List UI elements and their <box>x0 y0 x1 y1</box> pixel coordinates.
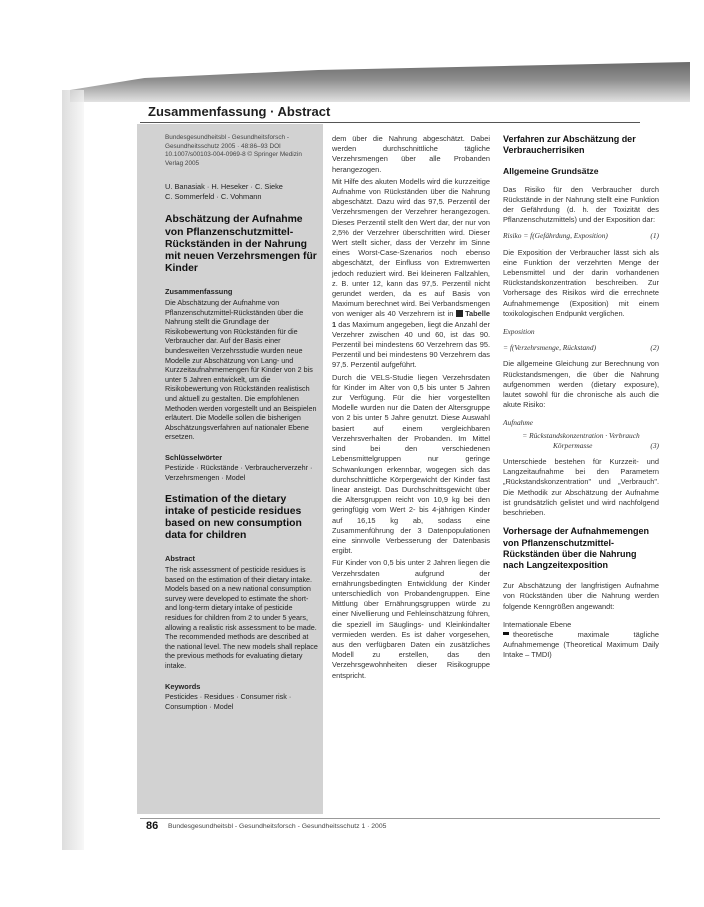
footer-rule <box>140 818 660 819</box>
formula-3-numerator: = Rückstandskonzentration · Verbrauch <box>522 430 640 440</box>
formula-3-label: Aufnahme <box>503 418 533 428</box>
authors-line-2: C. Sommerfeld · C. Vohmann <box>165 192 262 202</box>
abstract-sidebar-content <box>165 134 319 722</box>
formula-2-expression: = f(Verzehrsmenge, Rückstand) <box>503 343 597 353</box>
formula-1 <box>503 231 659 241</box>
body-column-middle <box>332 134 490 683</box>
right-paragraph-2: Die Exposition der Verbraucher lässt sich als eine Funktion der verzehrten Menge der Lebensmittel und der darin vorhandenen Rückstandskonzentration beschreiben. Zur Vorhersage des Risikos wird die errechnete Aufnahmemenge (Exposition) mit einem toxikologischen Endpunkt verglichen. <box>503 247 659 318</box>
table-reference: Tabelle 1 <box>332 309 490 329</box>
middle-paragraph-2 <box>332 177 490 371</box>
formula-3-denominator: Körpermasse <box>553 440 593 450</box>
scan-shadow-top <box>70 62 690 102</box>
zusammenfassung-label: Zusammenfassung <box>165 287 233 297</box>
formula-1-expression: Risiko = f(Gefährdung, Exposition) <box>503 231 608 241</box>
formula-1-number: (1) <box>650 231 659 241</box>
abstract-label: Abstract <box>165 554 195 564</box>
schluesselwoerter-label: Schlüsselwörter <box>165 452 223 462</box>
abstract-block <box>165 554 319 670</box>
authors <box>165 182 319 202</box>
keywords-text: Pesticides · Residues · Consumer risk · Consumption · Model <box>165 692 292 711</box>
article-title-en: Estimation of the dietary intake of pesticide residues based on new consumption data for children <box>165 493 302 542</box>
schluesselwoerter-text: Pestizide · Rückstände · Verbraucherverzehr · Verzehrsmengen · Model <box>165 463 313 483</box>
article-title-de: Abschätzung der Aufnahme von Pflanzenschutzmittel-Rückständen in der Nahrung mit neuen Verzehrsmengen für Kinder <box>165 214 317 275</box>
keywords-label: Keywords <box>165 681 201 691</box>
zusammenfassung-text: Die Abschätzung der Aufnahme von Pflanzenschutzmittel-Rückständen über die Nahrung stellt die Grundlage der Risikobewertung von Rückständen für die Verbraucher dar. Auf der Basis einer bundesweiten Verzehrsstudie wurden neue Modelle zur Abschätzung von Lang- und Kurzzeitaufnahmemengen für Kinder von 2 bis unter 5 Jahren entwickelt, um die Risikobewertung von Rückständen realistisch und aktuell zu gestalten. Die empfohlenen Methoden werden vorgestellt und an Beispielen erläutert. Die Modelle sollen die bisherigen Abschätzungsverfahren auf nationaler Ebene ersetzen. <box>165 297 317 442</box>
page-header-title: Zusammenfassung · Abstract <box>148 104 331 119</box>
citation-meta: Bundesgesundheitsbl - Gesundheitsforsch - Gesundheitsschutz 2005 · 48:86–93 DOI 10.1007/s00103-004-0969-8 © Springer Medizin Verlag 2005 <box>165 134 302 167</box>
authors-line-1: U. Banasiak · H. Heseker · C. Sieke <box>165 182 283 192</box>
zusammenfassung-block <box>165 287 319 442</box>
middle-paragraph-1: dem über die Nahrung abgeschätzt. Dabei werden durchschnittliche tägliche Verzehrsmengen über alle Probanden herangezogen. <box>332 134 490 174</box>
formula-3 <box>503 441 659 451</box>
table-reference-icon <box>456 310 463 317</box>
header-rule <box>140 122 640 123</box>
right-paragraph-3: Die allgemeine Gleichung zur Berechnung von Rückstandsmengen, die über die Nahrung aufgenommen werden (dietary exposure), lautet sowohl für die chronische als auch die akute Risiko: <box>503 359 659 410</box>
page-number: 86 <box>146 820 159 832</box>
keywords-block <box>165 682 319 712</box>
formula-2 <box>503 343 659 353</box>
right-paragraph-4: Unterschiede bestehen für Kurzzeit- und Langzeitaufnahme bei den Parametern „Rückstandskonzentration" und „Verbrauch". Die Methodik zur Abschätzung der Aufnahme ist grundsätzlich gelistet und wird nachfolgend beschrieben. <box>503 457 659 518</box>
list-item-text: theoretische maximale tägliche Aufnahmemenge (Theoretical Maximum Daily Intake – TMDI) <box>503 629 659 660</box>
body-column-right <box>503 134 659 661</box>
schluesselwoerter-block <box>165 453 319 483</box>
middle-paragraph-2b-text: das Maximum angegeben, liegt die Anzahl der Verzehrer zwischen 40 und 60, ist das 90. Perzentil bei mindestens 60 Verzehrern das 95. Perzentil und bei mindestens 90 Verzehrern das 97,5. Perzentil aufgeführt. <box>332 319 490 370</box>
middle-paragraph-2-text: Mit Hilfe des akuten Modells wird die kurzzeitige Aufnahme von Rückständen über die Nahrung abgeschätzt. Dazu wird das 97,5. Perzentil der Verzehrsmengen der Verzehrer herangezogen. Dieses Perzentil stellt den Wert dar, der nur von 2,5% der Verzehrer überschritten wird. Dieser Wert stellt sicher, dass der Verzehr im Sinne eines Worst-Case-Szenarios noch ebenso abgeschätzt, der Einfluss von Extremwerten jedoch reduziert wird. Bei kleineren Fallzahlen, z. B. unter 12, kann das 97,5. Perzentil nicht gerundet werden, da es auf Basis von Maximum berechnet wird. Bei Verbandsmengen von weniger als 40 Verzehrern ist in <box>332 176 490 319</box>
right-paragraph-5: Zur Abschätzung der langfristigen Aufnahme von Rückständen über die Nahrung werden folgende Kenngrößen angewandt: <box>503 581 659 611</box>
subheading-grundsaetze: Allgemeine Grundsätze <box>503 166 599 177</box>
formula-2-label: Exposition <box>503 327 535 337</box>
journal-footer: Bundesgesundheitsbl - Gesundheitsforsch - Gesundheitsschutz 1 · 2005 <box>168 823 387 830</box>
middle-paragraph-4: Für Kinder von 0,5 bis unter 2 Jahren liegen die Verzehrsdaten aufgrund der ernährungsbedingten Entwicklung der Kinder unterschiedlich von Probandengruppen. Eine Mittlung über Ernährungsgruppen würde zu einer Nivellierung und Fehleinschätzung führen, die speziell im Säuglings- und Kleinkindalter vermieden werden. Es ist daher vorgesehen, aus den verfügbaren Daten ein zusätzliches Modell zu erstellen, das den Verzehrsgewohnheiten dieser Risikogruppe entspricht. <box>332 558 490 680</box>
abstract-text: The risk assessment of pesticide residues is based on the estimation of their dietary intake. Models based on a new national consumption survey were developed to estimate the short- and long-term dietary intake of pesticide residues for children from 2 to under 5 years, allowing a realistic risk assessment to be made. The recommended methods are described at the national level. The new models shall replace the previous methods for evaluating dietary intake. <box>165 565 318 671</box>
list-heading: Internationale Ebene <box>503 619 572 629</box>
bullet-icon <box>503 632 509 635</box>
formula-2-number: (2) <box>650 343 659 353</box>
section-heading-vorhersage: Vorhersage der Aufnahmemengen von Pflanzenschutzmittel-Rückständen über die Nahrung nach Langzeitexposition <box>503 526 650 570</box>
right-paragraph-1: Das Risiko für den Verbraucher durch Rückstände in der Nahrung stellt eine Funktion der Gefährdung (d. h. der Toxizität des Pflanzenschutzmittels) und der Exposition dar: <box>503 184 659 225</box>
formula-3-number: (3) <box>650 440 659 450</box>
middle-paragraph-3: Durch die VELS-Studie liegen Verzehrsdaten für Kinder im Alter von 0,5 bis unter 5 Jahren zur Verfügung. Für die hier vorgestellten Modelle wurden nur die Daten der Altersgruppe von 2 bis unter 5 Jahre genutzt. Diese Auswahl basiert auf einem vergleichbaren Verzehrsverhalten der Probanden. Im Mittel sind bei den verschiedenen Lebensmittelgruppen nur geringe Schwankungen erkennbar, wogegen sich das durchschnittliche Körpergewicht der Kinder fast linear ansteigt. Das Durchschnittsgewicht über die Altersgruppen reicht von 10,9 kg bei den geringfügig vom Wert 2- bis 4-jährigen Kinder auf 16,15 kg ab, sodass eine Zusammenführung der 3 Datenpopulationen eine sinnvolle Verbesserung der Datenbasis ergibt. <box>332 372 490 556</box>
list-item <box>503 630 659 661</box>
section-heading-verfahren: Verfahren zur Abschätzung der Verbraucherrisiken <box>503 134 636 156</box>
scan-shadow-left <box>62 90 84 850</box>
